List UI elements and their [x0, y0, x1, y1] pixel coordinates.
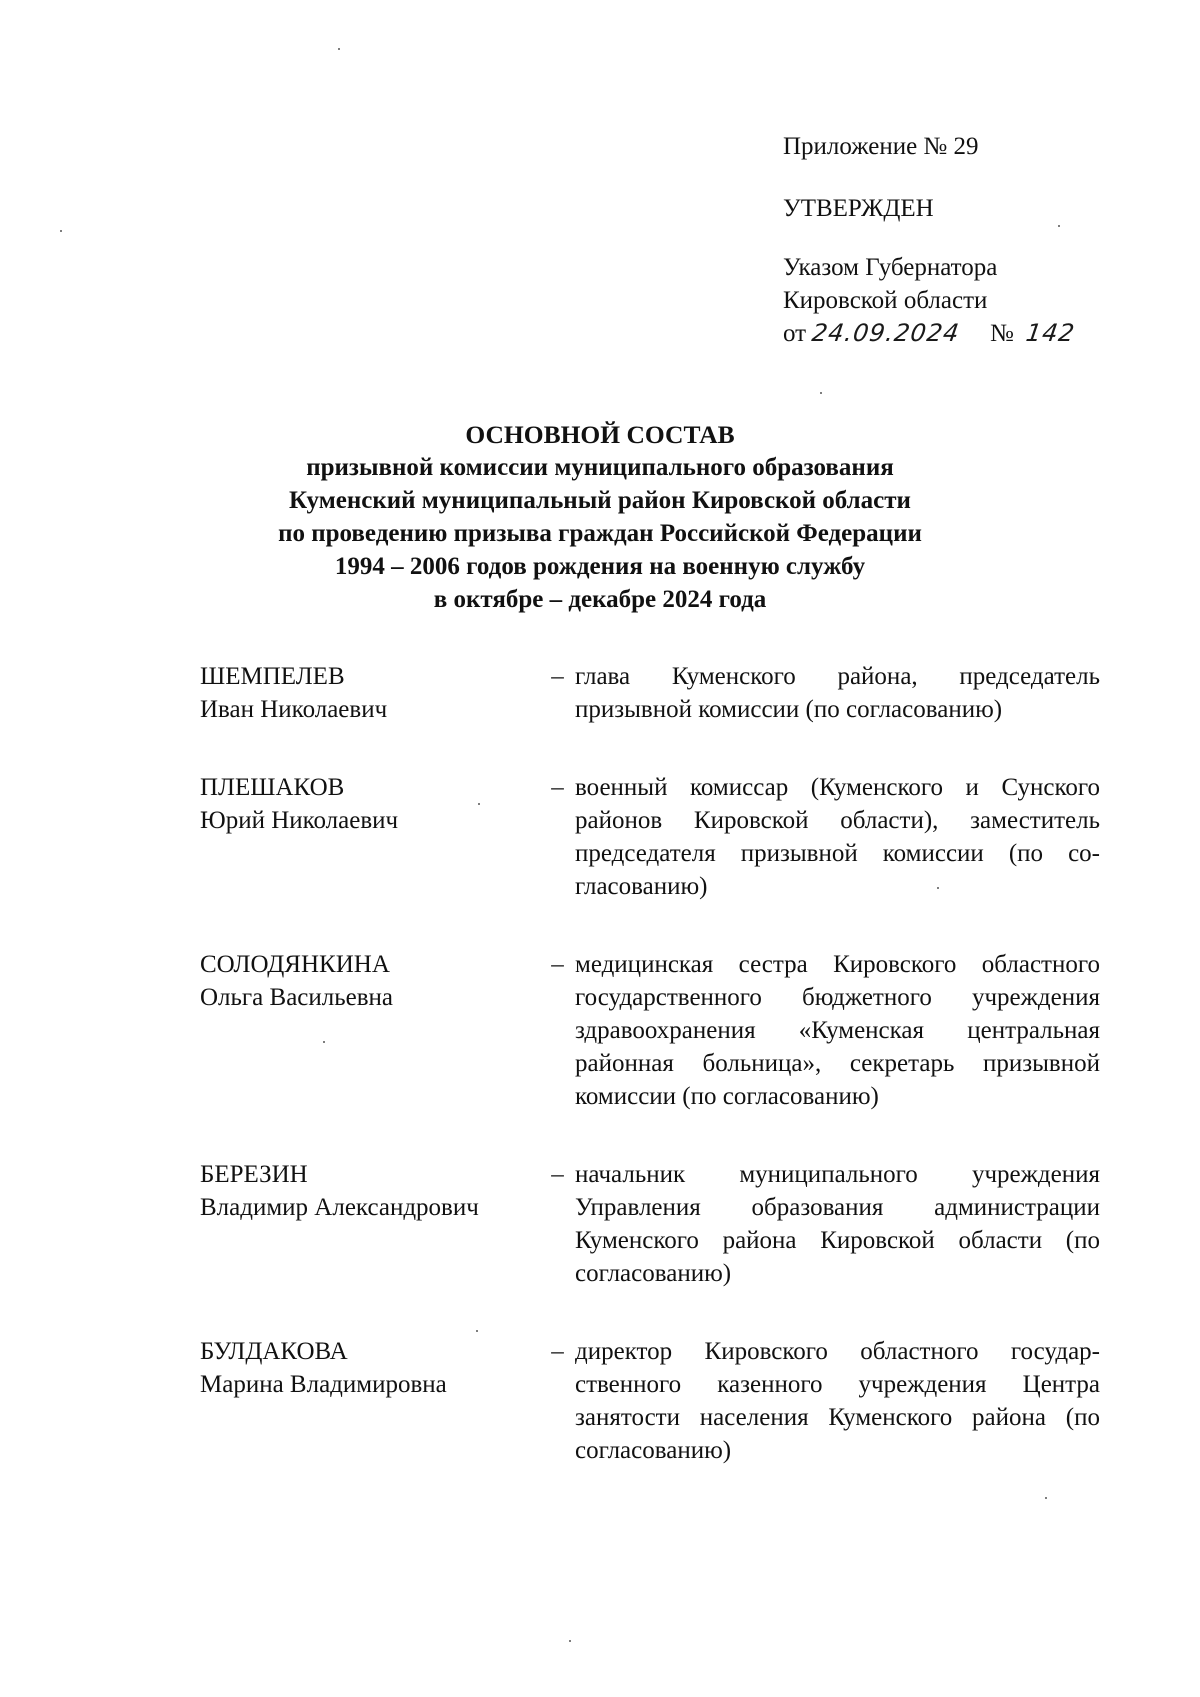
dash-separator: –	[551, 774, 564, 801]
title-main: ОСНОВНОЙ СОСТАВ	[465, 420, 735, 449]
member-surname: ПЛЕШАКОВ	[200, 774, 345, 801]
decree-line-2: Кировской области	[783, 287, 988, 314]
scan-speck	[1045, 1497, 1047, 1499]
scan-speck	[569, 1640, 571, 1642]
member-entry	[200, 1335, 1100, 1467]
dash-separator: –	[551, 951, 564, 978]
member-surname: БЕРЕЗИН	[200, 1161, 308, 1188]
member-surname: СОЛОДЯНКИНА	[200, 951, 390, 978]
member-given-names: Ольга Васильевна	[200, 984, 394, 1011]
member-name	[200, 1158, 540, 1290]
member-given-names: Владимир Александрович	[200, 1194, 479, 1221]
handwritten-date: 24.09.2024	[810, 319, 962, 347]
member-name	[200, 1335, 540, 1467]
document-title	[200, 418, 1000, 616]
member-role: начальник муниципального учреждения Управления образования администрации Куменского района Кировской области (по согласованию)	[575, 1161, 1100, 1287]
date-prefix: от	[783, 320, 807, 347]
member-role: директор Кировского областного государ-ственного казенного учреждения Центра занятости населения Куменского района (по согласованию)	[575, 1338, 1100, 1464]
member-surname: БУЛДАКОВА	[200, 1338, 348, 1365]
number-label: №	[990, 320, 1014, 347]
title-line: призывной комиссии муниципального образования	[306, 454, 894, 481]
title-line: в октябре – декабре 2024 года	[433, 586, 767, 613]
handwritten-number: 142	[1024, 319, 1077, 347]
member-given-names: Юрий Николаевич	[200, 807, 399, 834]
title-line: Куменский муниципальный район Кировской области	[289, 487, 911, 514]
scan-speck	[478, 803, 480, 805]
member-entry	[200, 1158, 1100, 1290]
scan-speck	[1058, 225, 1060, 227]
scan-speck	[820, 392, 822, 394]
dash-separator: –	[551, 1161, 564, 1188]
member-name	[200, 948, 540, 1113]
scan-speck	[60, 230, 62, 232]
dash-separator: –	[551, 1338, 564, 1365]
member-surname: ШЕМПЕЛЕВ	[200, 663, 345, 690]
scan-speck	[476, 1330, 478, 1332]
member-name	[200, 771, 540, 903]
title-line: 1994 – 2006 годов рождения на военную службу	[334, 553, 866, 580]
approval-stamp-block	[783, 130, 1143, 350]
member-name	[200, 660, 540, 726]
scan-speck	[937, 887, 939, 889]
scan-speck	[338, 48, 340, 50]
member-role: военный комиссар (Куменского и Сунского районов Кировской области), заместитель председателя призывной комиссии (по со-гласованию)	[575, 774, 1100, 900]
member-role: медицинская сестра Кировского областного государственного бюджетного учреждения здравоохранения «Куменская центральная районная больница», секретарь призывной комиссии (по согласованию)	[575, 951, 1100, 1110]
member-entry	[200, 948, 1100, 1113]
decree-line-1: Указом Губернатора	[783, 254, 998, 281]
commission-members-list	[200, 660, 1100, 1512]
member-entry	[200, 660, 1100, 726]
scan-speck	[323, 1041, 325, 1043]
member-role: глава Куменского района, председатель призывной комиссии (по согласованию)	[575, 663, 1100, 723]
appendix-number: Приложение № 29	[783, 133, 979, 160]
member-entry	[200, 771, 1100, 903]
decree-date-line	[783, 317, 1143, 350]
dash-separator: –	[551, 663, 564, 690]
title-line: по проведению призыва граждан Российской Федерации	[278, 520, 922, 547]
member-given-names: Марина Владимировна	[200, 1371, 447, 1398]
member-given-names: Иван Николаевич	[200, 696, 388, 723]
approved-label: УТВЕРЖДЕН	[783, 195, 934, 222]
